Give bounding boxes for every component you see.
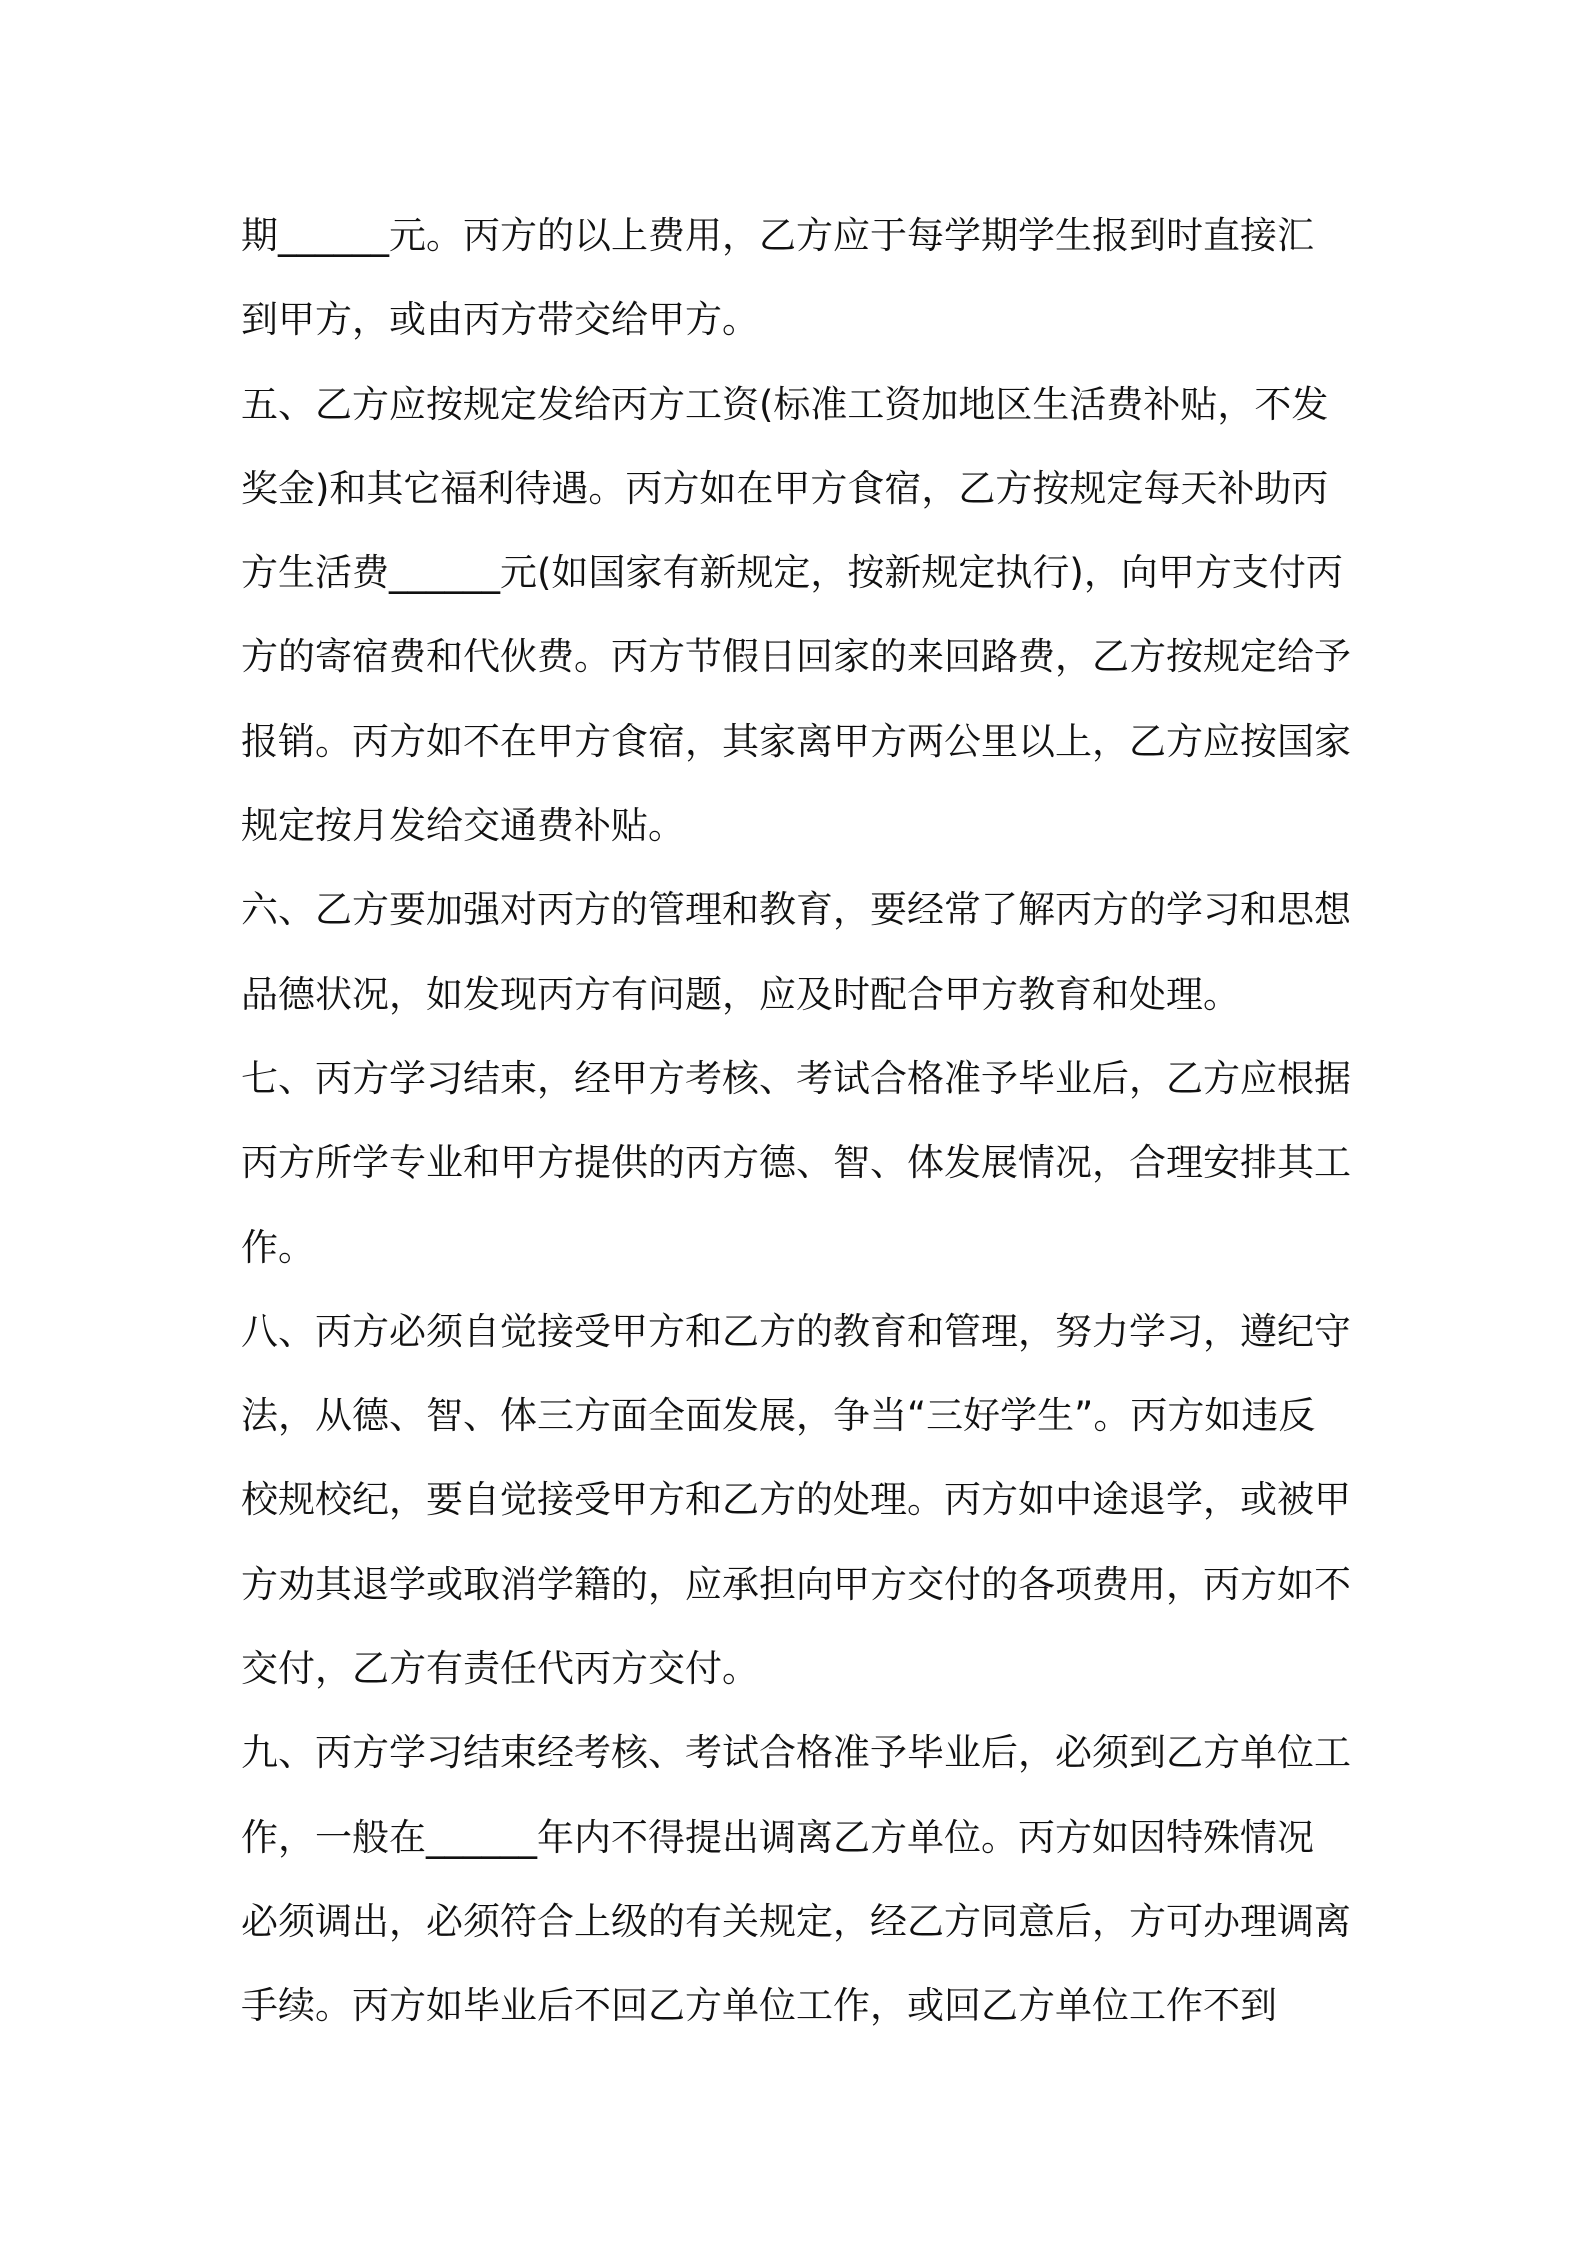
text-line: 到甲方，或由丙方带交给甲方。 xyxy=(241,298,759,342)
text-line: 校规校纪，要自觉接受甲方和乙方的处理。丙方如中途退学，或被甲 xyxy=(241,1478,1351,1522)
text-line: 九、丙方学习结束经考核、考试合格准予毕业后，必须到乙方单位工 xyxy=(241,1731,1351,1775)
text-line: 必须调出，必须符合上级的有关规定，经乙方同意后，方可办理调离 xyxy=(241,1899,1351,1943)
text-line: 七、丙方学习结束，经甲方考核、考试合格准予毕业后，乙方应根据 xyxy=(241,1056,1351,1100)
text-line: 方生活费______元(如国家有新规定，按新规定执行)，向甲方支付丙 xyxy=(241,551,1343,595)
text-line: 法，从德、智、体三方面全面发展，争当“三好学生”。丙方如违反 xyxy=(241,1394,1316,1438)
text-line: 方的寄宿费和代伙费。丙方节假日回家的来回路费，乙方按规定给予 xyxy=(241,635,1351,679)
text-line: 规定按月发给交通费补贴。 xyxy=(241,804,685,848)
body-text xyxy=(241,194,1361,2049)
text-line: 作，一般在______年内不得提出调离乙方单位。丙方如因特殊情况 xyxy=(241,1815,1314,1859)
text-line: 手续。丙方如毕业后不回乙方单位工作，或回乙方单位工作不到 xyxy=(241,1984,1277,2028)
text-line: 六、乙方要加强对丙方的管理和教育，要经常了解丙方的学习和思想 xyxy=(241,888,1351,932)
text-line: 品德状况，如发现丙方有问题，应及时配合甲方教育和处理。 xyxy=(241,972,1240,1016)
text-line: 作。 xyxy=(241,1225,315,1269)
text-line: 报销。丙方如不在甲方食宿，其家离甲方两公里以上，乙方应按国家 xyxy=(241,719,1351,763)
text-line: 八、丙方必须自觉接受甲方和乙方的教育和管理，努力学习，遵纪守 xyxy=(241,1309,1351,1353)
text-line: 丙方所学专业和甲方提供的丙方德、智、体发展情况，合理安排其工 xyxy=(241,1141,1351,1185)
text-line: 五、乙方应按规定发给丙方工资(标准工资加地区生活费补贴，不发 xyxy=(241,382,1329,426)
text-line: 期______元。丙方的以上费用，乙方应于每学期学生报到时直接汇 xyxy=(241,214,1314,257)
text-line: 方劝其退学或取消学籍的，应承担向甲方交付的各项费用，丙方如不 xyxy=(241,1562,1351,1606)
text-line: 交付，乙方有责任代丙方交付。 xyxy=(241,1647,759,1691)
text-line: 奖金)和其它福利待遇。丙方如在甲方食宿，乙方按规定每天补助丙 xyxy=(241,466,1329,510)
